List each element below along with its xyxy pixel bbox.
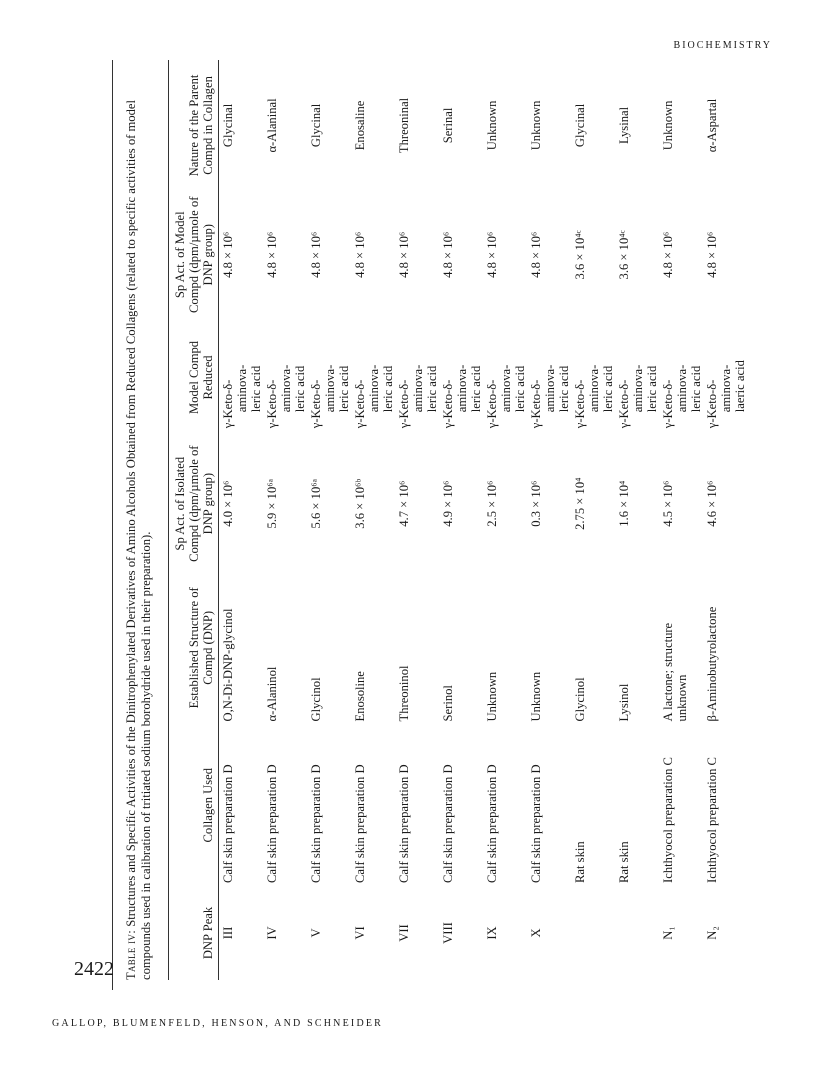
table-caption	[124, 70, 154, 980]
model-compd-line: aminova-	[455, 364, 469, 413]
model-compd-line: aminova-	[675, 364, 689, 413]
cell-sp-act-isolated: 4.5 × 10⁶	[661, 480, 675, 527]
cell-collagen-used: Ichthyocol preparation C	[661, 757, 675, 883]
table-label: Table iv:	[124, 929, 138, 980]
cell-parent-compd: Threoninal	[397, 97, 411, 154]
model-compd-line: γ-Keto-δ-	[661, 379, 675, 429]
cell-collagen-used: Ichthyocol preparation C	[705, 757, 719, 883]
model-compd-line: leric acid	[249, 365, 263, 413]
cell-parent-compd: α-Alaninal	[265, 98, 279, 153]
model-compd-line: leric acid	[513, 365, 527, 413]
cell-model-compd	[351, 319, 395, 437]
cell-structure: Glycinol	[573, 677, 587, 722]
model-compd-line: aminova-	[235, 364, 249, 413]
cell-collagen-used: Rat skin	[573, 841, 587, 883]
cell-structure: Threoninol	[397, 665, 411, 722]
table-caption-text: Structures and Specific Activities of the Dinitrophenylated Derivatives of Amino Alcohols Obtained from Reduced Collagens (related to specific activities of model compounds used in calibration of tritiated sodium borohydride used in their preparation).	[124, 100, 153, 980]
cell-parent-compd: α-Aspartal	[705, 98, 719, 153]
model-compd-line: aminova-	[719, 364, 733, 413]
cell-dnp-peak: V	[309, 928, 323, 938]
cell-sp-act-isolated: 4.6 × 10⁶	[705, 480, 719, 527]
model-compd-line: leric acid	[557, 365, 571, 413]
cell-collagen-used: Calf skin preparation D	[265, 764, 279, 883]
model-compd-line: leric acid	[645, 365, 659, 413]
table-row	[263, 60, 307, 980]
cell-parent-compd: Enosaline	[353, 100, 367, 151]
running-head-authors: GALLOP, BLUMENFELD, HENSON, AND SCHNEIDER	[52, 1018, 384, 1029]
cell-sp-act-model: 3.6 × 10⁴ᶜ	[617, 230, 631, 280]
cell-structure: A lactone; structure unknown	[661, 622, 689, 722]
cell-parent-compd: Glycinal	[573, 103, 587, 148]
table-row	[571, 60, 615, 980]
cell-dnp-peak	[615, 886, 659, 980]
data-table	[168, 60, 747, 980]
cell-collagen-used: Rat skin	[617, 841, 631, 883]
model-compd-line: laeric acid	[733, 360, 747, 413]
cell-parent-compd: Unknown	[661, 100, 675, 151]
cell-sp-act-isolated: 3.6 × 10⁶ᵇ	[353, 478, 367, 529]
table-row	[351, 60, 395, 980]
model-compd-line: γ-Keto-δ-	[617, 379, 631, 429]
cell-dnp-peak: IV	[265, 926, 279, 940]
model-compd-line: leric acid	[469, 365, 483, 413]
table-row	[659, 60, 703, 980]
cell-sp-act-model: 3.6 × 10⁴ᶜ	[573, 230, 587, 280]
cell-dnp-peak: N₂	[705, 926, 719, 940]
cell-sp-act-isolated: 5.6 × 10⁶ᵃ	[309, 478, 323, 529]
cell-sp-act-isolated: 4.9 × 10⁶	[441, 480, 455, 527]
model-compd-line: γ-Keto-δ-	[705, 379, 719, 429]
cell-sp-act-model: 4.8 × 10⁶	[221, 231, 235, 278]
cell-structure: Lysinol	[617, 683, 631, 722]
cell-model-compd	[439, 319, 483, 437]
model-compd-line: leric acid	[293, 365, 307, 413]
model-compd-line: leric acid	[381, 365, 395, 413]
cell-collagen-used: Calf skin preparation D	[529, 764, 543, 883]
cell-sp-act-model: 4.8 × 10⁶	[485, 231, 499, 278]
cell-dnp-peak: III	[221, 926, 235, 940]
model-compd-line: γ-Keto-δ-	[441, 379, 455, 429]
model-compd-line: γ-Keto-δ-	[265, 379, 279, 429]
cell-dnp-peak: VII	[397, 924, 411, 942]
cell-structure: Enosoline	[353, 671, 367, 722]
rotated-table-block	[120, 60, 747, 980]
page-frame-line	[112, 60, 113, 990]
cell-parent-compd: Lysinal	[617, 106, 631, 144]
model-compd-line: leric acid	[337, 365, 351, 413]
cell-sp-act-isolated: 5.9 × 10⁶ᵃ	[265, 478, 279, 529]
cell-sp-act-isolated: 0.3 × 10⁶	[529, 480, 543, 527]
cell-model-compd	[527, 319, 571, 437]
cell-collagen-used: Calf skin preparation D	[309, 764, 323, 883]
model-compd-line: aminova-	[367, 364, 381, 413]
header-collagen-used: Collagen Used	[169, 724, 219, 886]
cell-sp-act-isolated: 2.75 × 10⁴	[573, 477, 587, 530]
model-compd-line: leric acid	[689, 365, 703, 413]
model-compd-line: aminova-	[411, 364, 425, 413]
cell-dnp-peak: VIII	[441, 922, 455, 944]
cell-model-compd	[219, 319, 264, 437]
cell-collagen-used: Calf skin preparation D	[441, 764, 455, 883]
model-compd-line: leric acid	[425, 365, 439, 413]
cell-structure: Glycinol	[309, 677, 323, 722]
model-compd-line: aminova-	[587, 364, 601, 413]
table-row	[219, 60, 264, 980]
model-compd-line: γ-Keto-δ-	[485, 379, 499, 429]
journal-name: BIOCHEMISTRY	[673, 40, 772, 51]
model-compd-line: γ-Keto-δ-	[573, 379, 587, 429]
cell-structure: Unknown	[485, 671, 499, 722]
table-row	[615, 60, 659, 980]
cell-collagen-used: Calf skin preparation D	[221, 764, 235, 883]
cell-model-compd	[395, 319, 439, 437]
table-row	[527, 60, 571, 980]
cell-structure: β-Aminobutyrolactone	[705, 606, 719, 722]
cell-parent-compd: Unknown	[529, 100, 543, 151]
table-row	[395, 60, 439, 980]
cell-sp-act-model: 4.8 × 10⁶	[309, 231, 323, 278]
model-compd-line: aminova-	[631, 364, 645, 413]
cell-model-compd	[263, 319, 307, 437]
header-model-compd: Model Compd Reduced	[169, 319, 219, 437]
model-compd-line: γ-Keto-δ-	[353, 379, 367, 429]
cell-sp-act-model: 4.8 × 10⁶	[529, 231, 543, 278]
cell-parent-compd: Glycinal	[309, 103, 323, 148]
model-compd-line: γ-Keto-δ-	[529, 379, 543, 429]
table-row	[703, 60, 747, 980]
cell-dnp-peak: N₁	[661, 926, 675, 940]
cell-structure: Unknown	[529, 671, 543, 722]
cell-sp-act-model: 4.8 × 10⁶	[353, 231, 367, 278]
cell-sp-act-model: 4.8 × 10⁶	[705, 231, 719, 278]
cell-model-compd	[483, 319, 527, 437]
cell-sp-act-model: 4.8 × 10⁶	[441, 231, 455, 278]
cell-collagen-used: Calf skin preparation D	[397, 764, 411, 883]
cell-sp-act-model: 4.8 × 10⁶	[265, 231, 279, 278]
header-sp-act-isolated: Sp Act. of Isolated Compd (dpm/µmole of DNP group)	[169, 436, 219, 571]
cell-structure: O,N-Di-DNP-glycinol	[221, 608, 235, 722]
cell-dnp-peak: VI	[353, 926, 367, 940]
cell-parent-compd: Glycinal	[221, 103, 235, 148]
header-dnp-peak: DNP Peak	[169, 886, 219, 980]
cell-dnp-peak: IX	[485, 926, 499, 940]
cell-model-compd	[615, 319, 659, 437]
cell-dnp-peak: X	[529, 928, 543, 938]
cell-model-compd	[659, 319, 703, 437]
model-compd-line: aminova-	[279, 364, 293, 413]
model-compd-line: aminova-	[499, 364, 513, 413]
cell-model-compd	[571, 319, 615, 437]
table-header-row	[169, 60, 219, 980]
cell-parent-compd: Serinal	[441, 107, 455, 144]
cell-structure: α-Alaninol	[265, 666, 279, 722]
header-sp-act-model: Sp Act. of Model Compd (dpm/µmole of DNP group)	[169, 191, 219, 319]
cell-dnp-peak	[571, 886, 615, 980]
model-compd-line: leric acid	[601, 365, 615, 413]
cell-sp-act-isolated: 1.6 × 10⁴	[617, 480, 631, 527]
cell-sp-act-model: 4.8 × 10⁶	[397, 231, 411, 278]
table-row	[483, 60, 527, 980]
cell-model-compd	[307, 319, 351, 437]
header-parent-compd: Nature of the Parent Compd in Collagen	[169, 60, 219, 191]
cell-parent-compd: Unknown	[485, 100, 499, 151]
cell-sp-act-isolated: 4.7 × 10⁶	[397, 480, 411, 527]
header-established-structure: Established Structure of Compd (DNP)	[169, 571, 219, 724]
cell-collagen-used: Calf skin preparation D	[485, 764, 499, 883]
page-number: 2422	[74, 958, 114, 980]
model-compd-line: aminova-	[323, 364, 337, 413]
model-compd-line: γ-Keto-δ-	[221, 379, 235, 429]
cell-structure: Serinol	[441, 685, 455, 722]
table-row	[307, 60, 351, 980]
table-row	[439, 60, 483, 980]
cell-sp-act-isolated: 4.0 × 10⁶	[221, 480, 235, 527]
cell-sp-act-model: 4.8 × 10⁶	[661, 231, 675, 278]
model-compd-line: γ-Keto-δ-	[397, 379, 411, 429]
cell-model-compd	[703, 319, 747, 437]
model-compd-line: γ-Keto-δ-	[309, 379, 323, 429]
cell-sp-act-isolated: 2.5 × 10⁶	[485, 480, 499, 527]
model-compd-line: aminova-	[543, 364, 557, 413]
cell-collagen-used: Calf skin preparation D	[353, 764, 367, 883]
